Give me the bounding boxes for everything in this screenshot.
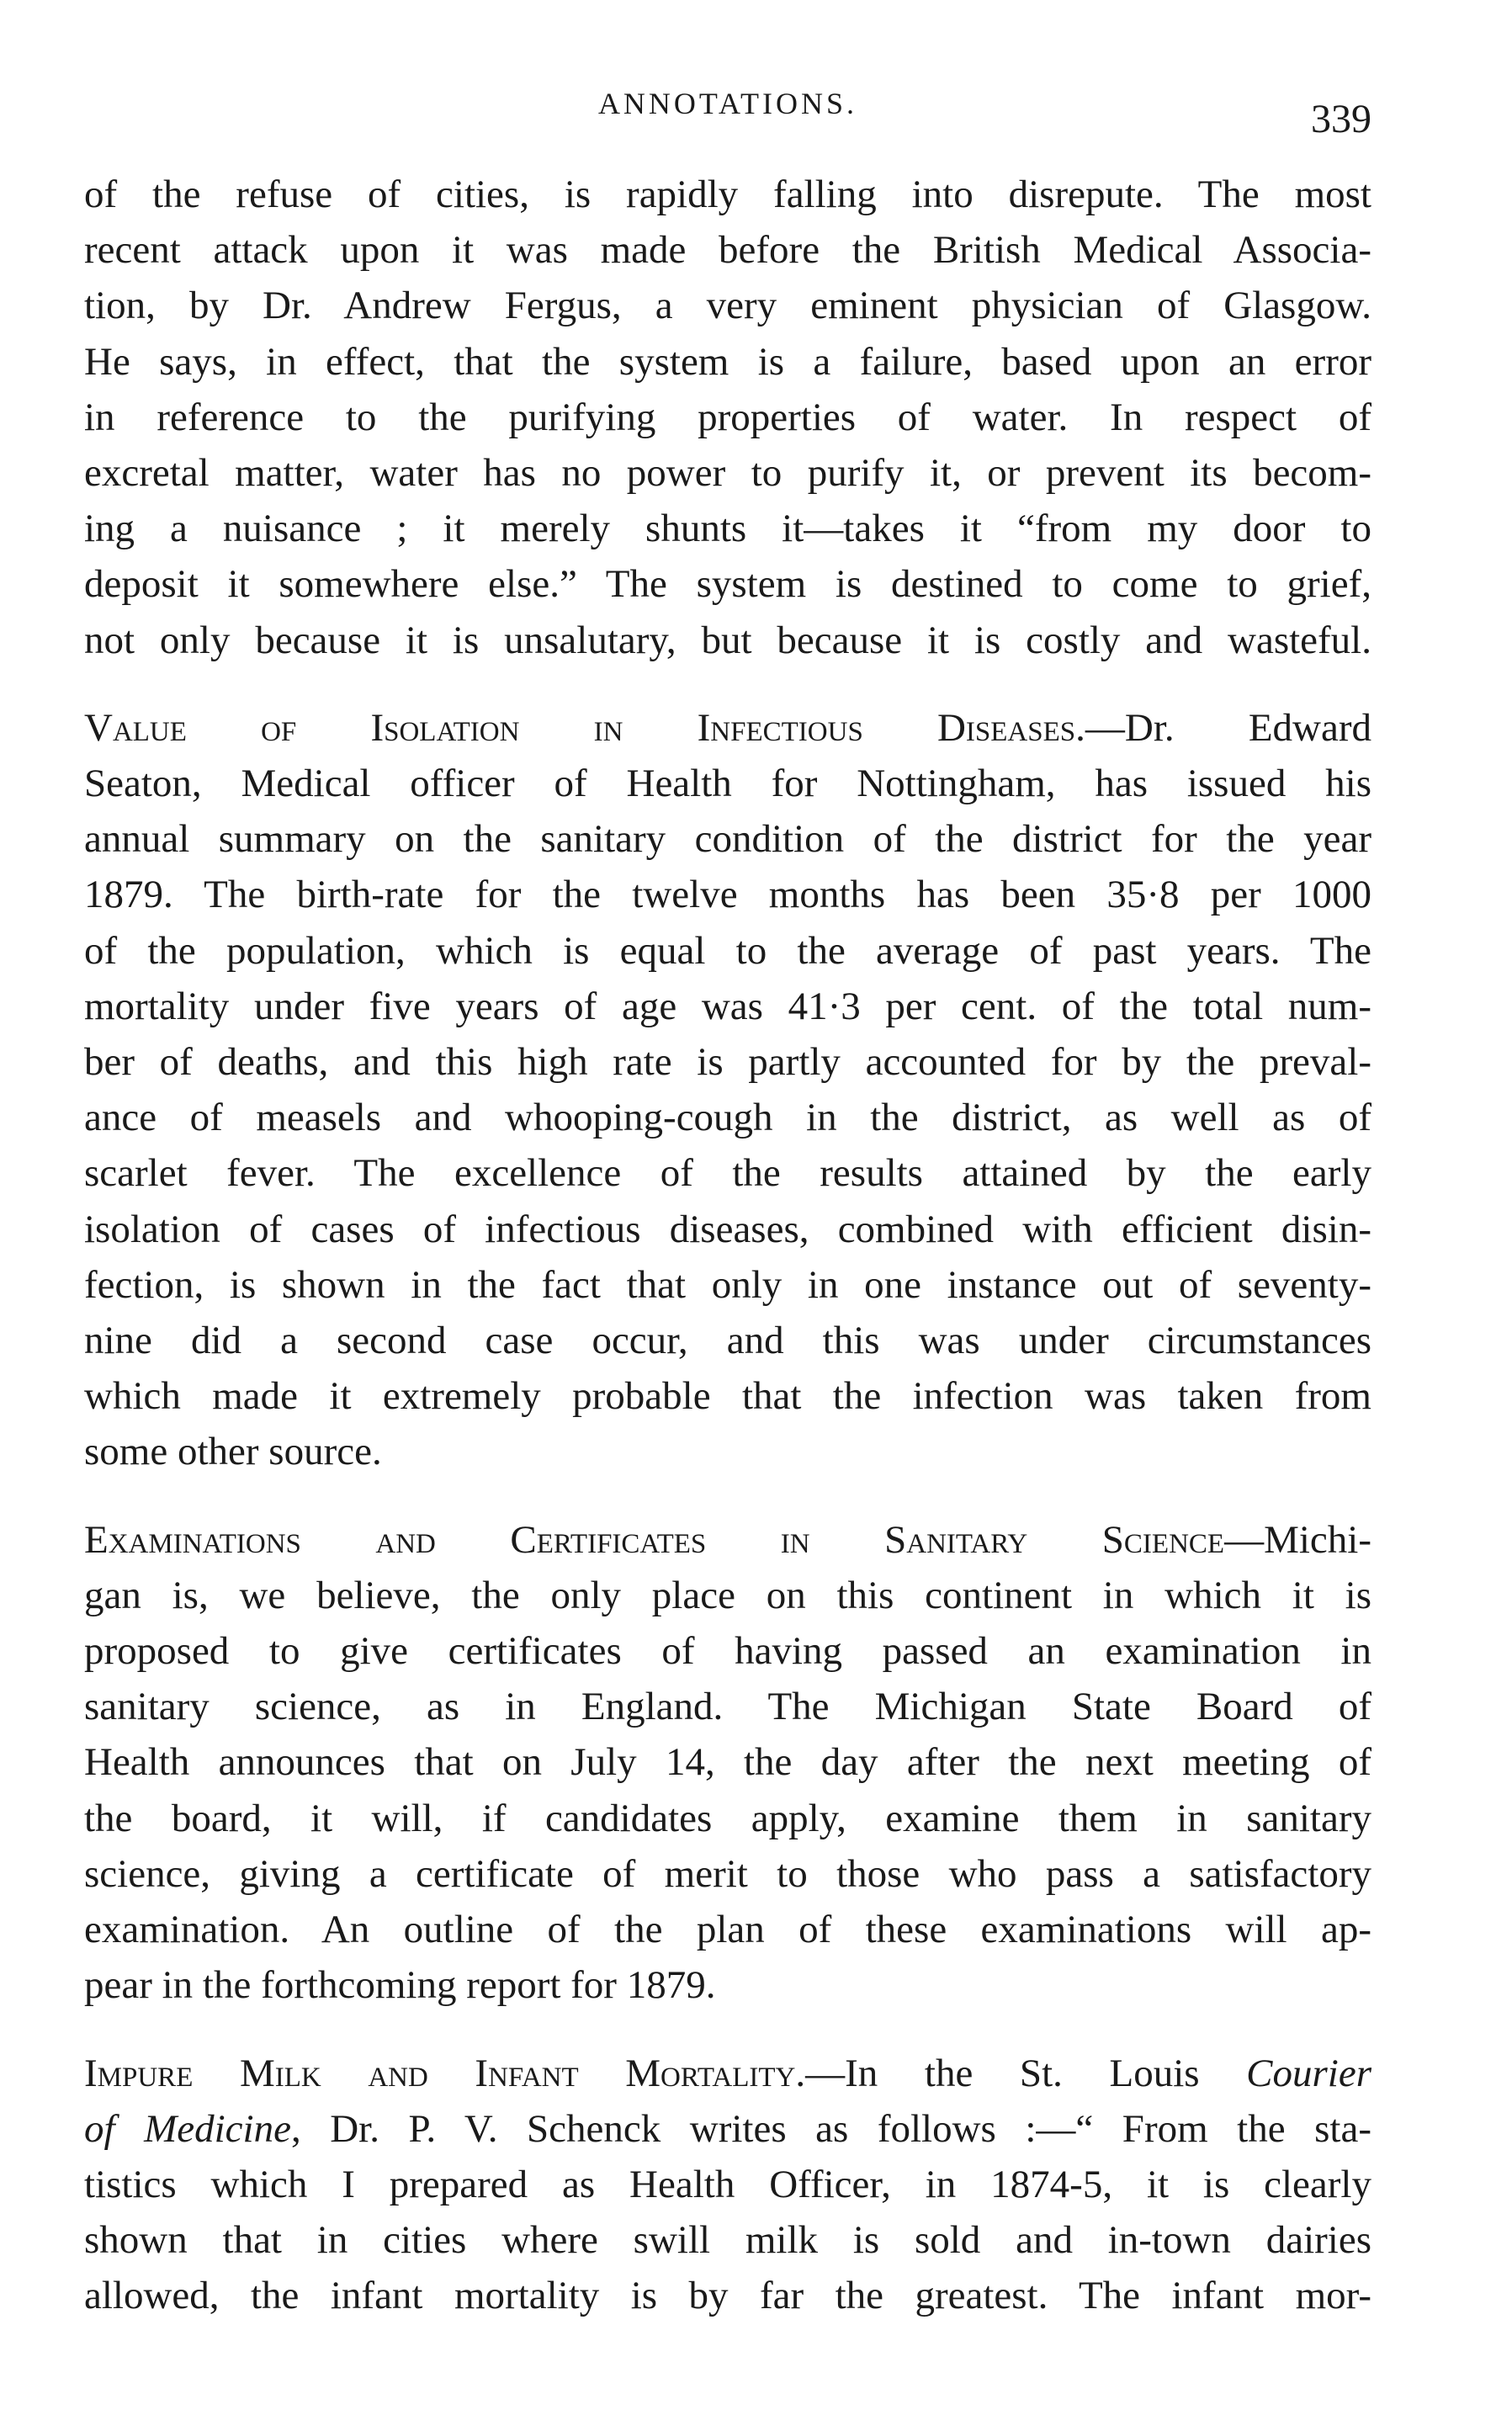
text-line: of the population, which is equal to the average of past years. The (84, 928, 1371, 973)
journal-title: Courier (1246, 2051, 1372, 2095)
section-heading: Value of Isolation in Infectious Diseases. (84, 705, 1085, 750)
text-line: examination. An outline of the plan of these examinations will ap- (84, 1908, 1371, 1952)
text-line: deposit it somewhere else.” The system is destined to come to grief, (84, 562, 1371, 607)
text-line: some other source. (84, 1430, 382, 1474)
text-line: ance of measels and whooping-cough in the district, as well as of (84, 1096, 1371, 1140)
text-line: recent attack upon it was made before the British Medical Associa- (84, 228, 1371, 273)
text-line: proposed to give certificates of having passed an examination in (84, 1629, 1371, 1674)
text-line: ber of deaths, and this high rate is partly accounted for by the preval- (84, 1040, 1371, 1085)
text-line-with-heading (84, 700, 1371, 756)
running-head (84, 77, 1371, 145)
text-line: pear in the forthcoming report for 1879. (84, 1963, 716, 2008)
paragraph-isolation (84, 700, 1371, 1480)
text-fragment: , Dr. P. V. Schenck writes as follows :—“ From the sta- (290, 2106, 1371, 2151)
text-line: ing a nuisance ; it merely shunts it—takes it “from my door to (84, 507, 1371, 551)
journal-title: of Medicine (84, 2106, 291, 2151)
paragraph-sewerage (84, 167, 1371, 668)
text-line: mortality under five years of age was 41·3 per cent. of the total num- (84, 984, 1371, 1028)
section-heading: Examinations and Certificates in Sanitary Science (84, 1517, 1225, 1562)
paragraph-impure-milk (84, 2046, 1371, 2324)
text-line: the board, it will, if candidates apply, examine them in sanitary (84, 1796, 1371, 1840)
text-line-with-heading (84, 1512, 1371, 1568)
body-text (84, 167, 1371, 2324)
text-line: scarlet fever. The excellence of the results attained by the early (84, 1151, 1371, 1196)
text-line: nine did a second case occur, and this was under circumstances (84, 1319, 1371, 1363)
text-line: tistics which I prepared as Health Officer, in 1874-5, it is clearly (84, 2162, 1371, 2206)
text-fragment: —In the St. Louis (805, 2051, 1247, 2095)
text-line (84, 2101, 1371, 2157)
paragraph-examinations (84, 1512, 1371, 2014)
text-line: excretal matter, water has no power to purify it, or prevent its becom- (84, 451, 1371, 496)
text-line: science, giving a certificate of merit to those who pass a satisfactory (84, 1851, 1371, 1896)
text-line: isolation of cases of infectious diseases, combined with efficient disin- (84, 1207, 1371, 1251)
text-line: not only because it is unsalutary, but because it is costly and wasteful. (84, 618, 1371, 662)
text-fragment: —Dr. Edward (1085, 705, 1371, 750)
text-line-with-heading (84, 2046, 1371, 2101)
text-line: in reference to the purifying properties of water. In respect of (84, 395, 1371, 439)
text-line: sanitary science, as in England. The Michigan State Board of (84, 1685, 1371, 1729)
text-line: of the refuse of cities, is rapidly falling into disrepute. The most (84, 173, 1371, 216)
text-line: annual summary on the sanitary condition of the district for the year (84, 817, 1371, 862)
text-line: tion, by Dr. Andrew Fergus, a very eminent physician of Glasgow. (84, 284, 1371, 328)
text-line: Seaton, Medical officer of Health for Nottingham, has issued his (84, 762, 1371, 806)
running-title: ANNOTATIONS. (597, 87, 858, 120)
text-line: He says, in effect, that the system is a failure, based upon an error (84, 339, 1371, 384)
text-line: allowed, the infant mortality is by far the greatest. The infant mor- (84, 2274, 1371, 2318)
page-number: 339 (1311, 97, 1371, 141)
text-line: shown that in cities where swill milk is sold and in-town dairies (84, 2218, 1371, 2263)
text-fragment: —Michi- (1224, 1517, 1371, 1562)
text-line: 1879. The birth-rate for the twelve months has been 35·8 per 1000 (84, 873, 1371, 917)
text-line: Health announces that on July 14, the day after the next meeting of (84, 1740, 1371, 1785)
text-line: fection, is shown in the fact that only in one instance out of seventy- (84, 1262, 1371, 1307)
text-line: which made it extremely probable that the infection was taken from (84, 1374, 1371, 1419)
text-line: gan is, we believe, the only place on this continent in which it is (84, 1573, 1371, 1617)
section-heading: Impure Milk and Infant Mortality. (84, 2051, 806, 2095)
